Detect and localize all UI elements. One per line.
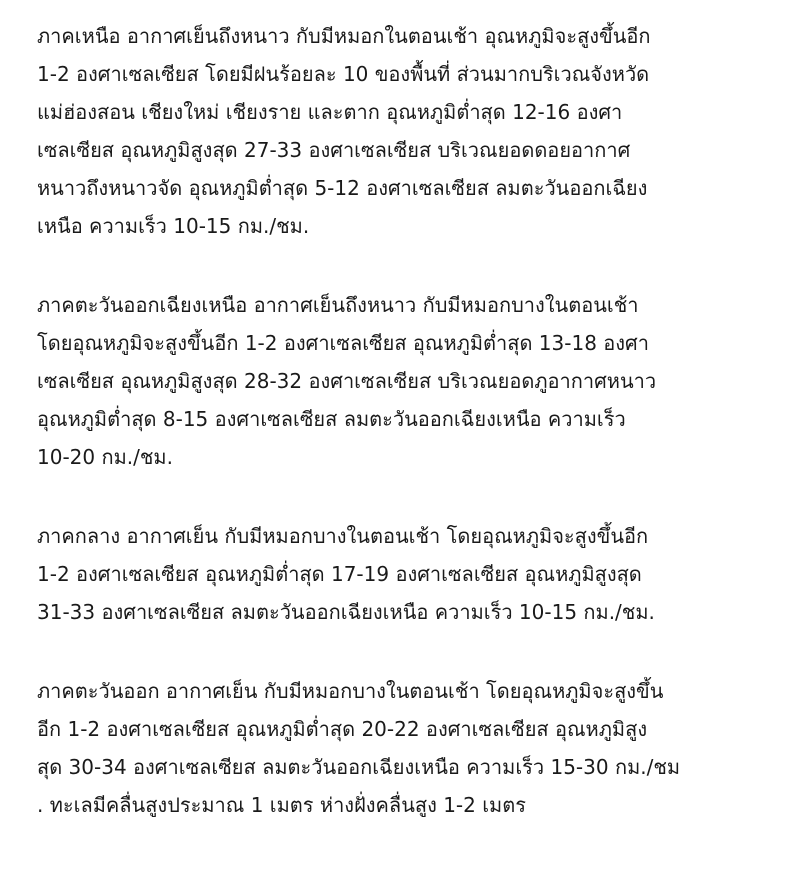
text-line: ภาคกลาง อากาศเย็น กับมีหมอกบางในตอนเช้า โดยอุณหภูมิจะสูงขึ้นอีก	[37, 524, 649, 548]
text-line: แม่ฮ่องสอน เชียงใหม่ เชียงราย และตาก อุณหภูมิต่ำสุด 12-16 องศา	[37, 100, 623, 124]
text-line: . ทะเลมีคลื่นสูงประมาณ 1 เมตร ห่างฝั่งคลื่นสูง 1-2 เมตร	[37, 793, 526, 817]
weather-forecast-article	[37, 17, 777, 865]
text-line: อุณหภูมิต่ำสุด 8-15 องศาเซลเซียส ลมตะวันออกเฉียงเหนือ ความเร็ว	[37, 407, 626, 431]
text-line: หนาวถึงหนาวจัด อุณหภูมิต่ำสุด 5-12 องศาเซลเซียส ลมตะวันออกเฉียง	[37, 176, 648, 200]
paragraph-central	[37, 517, 777, 631]
text-line: 31-33 องศาเซลเซียส ลมตะวันออกเฉียงเหนือ ความเร็ว 10-15 กม./ชม.	[37, 600, 655, 624]
text-line: ภาคตะวันออก อากาศเย็น กับมีหมอกบางในตอนเช้า โดยอุณหภูมิจะสูงขึ้น	[37, 679, 664, 703]
text-line: 1-2 องศาเซลเซียส อุณหภูมิต่ำสุด 17-19 องศาเซลเซียส อุณหภูมิสูงสุด	[37, 562, 642, 586]
paragraph-east	[37, 672, 777, 824]
text-line: ภาคเหนือ อากาศเย็นถึงหนาว กับมีหมอกในตอนเช้า อุณหภูมิจะสูงขึ้นอีก	[37, 24, 651, 48]
text-line: อีก 1-2 องศาเซลเซียส อุณหภูมิต่ำสุด 20-22 องศาเซลเซียส อุณหภูมิสูง	[37, 717, 648, 741]
paragraph-northeast	[37, 286, 777, 476]
text-line: เซลเซียส อุณหภูมิสูงสุด 27-33 องศาเซลเซียส บริเวณยอดดอยอากาศ	[37, 138, 631, 162]
text-line: 10-20 กม./ชม.	[37, 445, 173, 469]
text-line: 1-2 องศาเซลเซียส โดยมีฝนร้อยละ 10 ของพื้นที่ ส่วนมากบริเวณจังหวัด	[37, 62, 650, 86]
paragraph-north	[37, 17, 777, 245]
text-line: เซลเซียส อุณหภูมิสูงสุด 28-32 องศาเซลเซียส บริเวณยอดภูอากาศหนาว	[37, 369, 657, 393]
text-line: ภาคตะวันออกเฉียงเหนือ อากาศเย็นถึงหนาว กับมีหมอกบางในตอนเช้า	[37, 293, 639, 317]
text-line: สุด 30-34 องศาเซลเซียส ลมตะวันออกเฉียงเหนือ ความเร็ว 15-30 กม./ชม	[37, 755, 681, 779]
text-line: โดยอุณหภูมิจะสูงขึ้นอีก 1-2 องศาเซลเซียส อุณหภูมิต่ำสุด 13-18 องศา	[37, 331, 649, 355]
text-line: เหนือ ความเร็ว 10-15 กม./ชม.	[37, 214, 310, 238]
